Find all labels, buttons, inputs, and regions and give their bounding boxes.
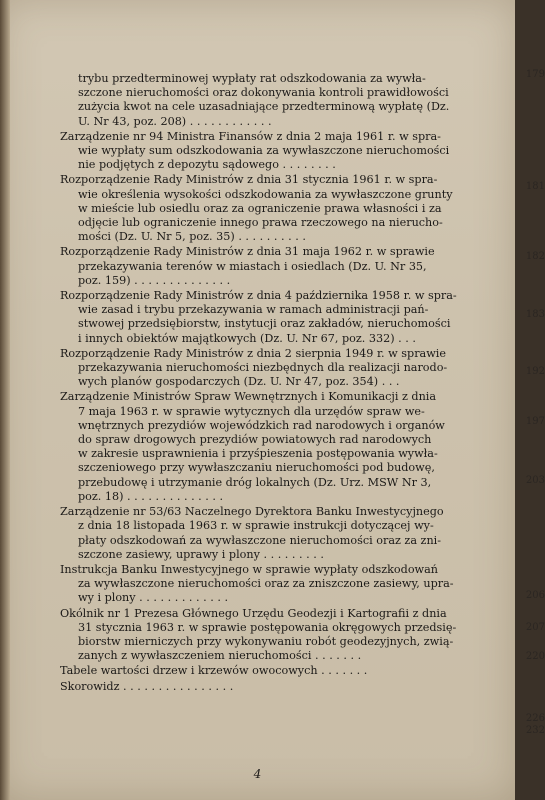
toc-page-ref: 220 <box>525 651 545 662</box>
toc-entry <box>60 289 460 346</box>
toc-entry-line: zanych z wywłaszczeniem nieruchomości . . . . . . . <box>78 649 362 663</box>
toc-entry <box>60 130 460 173</box>
toc-entry-line: do spraw drogowych prezydiów powiatowych rad narodowych <box>78 433 432 447</box>
toc-entry-line: nie podjętych z depozytu sądowego . . . . . . . . <box>78 158 336 172</box>
toc-page-ref: 226 <box>525 713 545 724</box>
toc-entry-line: szczone zasiewy, uprawy i plony . . . . . . . . . <box>78 547 324 561</box>
toc-page-ref: 197 <box>525 416 545 427</box>
toc-entry-line: z dnia 18 listopada 1963 r. w sprawie instrukcji dotyczącej wy- <box>78 519 434 533</box>
toc-entry-line: przebudowę i utrzymanie dróg lokalnych (Dz. Urz. MSW Nr 3, <box>78 475 432 489</box>
toc-entry-line: Zarządzenie nr 94 Ministra Finansów z dnia 2 maja 1961 r. w spra- <box>60 129 441 143</box>
toc-entry-line: szczeniowego przy wywłaszczaniu nieruchomości pod budowę, <box>78 461 435 475</box>
toc-page-ref: 206 <box>525 590 545 601</box>
toc-entry-line: odjęcie lub ograniczenie innego prawa rzeczowego na nierucho- <box>78 216 443 230</box>
table-of-contents <box>60 69 545 736</box>
toc-entry-line: Instrukcja Banku Inwestycyjnego w sprawie wypłaty odszkodowań <box>60 562 439 576</box>
toc-entry <box>60 680 460 694</box>
toc-entry-line: 31 stycznia 1963 r. w sprawie postępowania okręgowych przedsię- <box>78 620 457 634</box>
toc-entry <box>60 664 460 678</box>
toc-entry-line: w zakresie usprawnienia i przyśpieszenia postępowania wywła- <box>78 447 438 461</box>
toc-entry-line: stwowej przedsiębiorstw, instytucji oraz zakładów, nieruchomości <box>78 317 451 331</box>
toc-page-ref: 179 <box>525 69 545 80</box>
toc-entry-line: za wywłaszczone nieruchomości oraz za zniszczone zasiewy, upra- <box>78 577 454 591</box>
toc-page-ref: 203 <box>525 475 545 486</box>
toc-entry <box>60 245 460 288</box>
toc-entry-line: Rozporządzenie Rady Ministrów z dnia 31 maja 1962 r. w sprawie <box>60 245 435 259</box>
toc-page-ref: 183 <box>525 309 545 320</box>
toc-entry-line: Zarządzenie nr 53/63 Naczelnego Dyrektora Banku Inwestycyjnego <box>60 505 444 519</box>
page-edge-shadow <box>0 0 10 800</box>
toc-page-ref: 181 <box>525 181 545 192</box>
toc-entry-line: w mieście lub osiedlu oraz za ograniczenie prawa własności i za <box>78 201 442 215</box>
toc-entry-line: poz. 18) . . . . . . . . . . . . . . <box>78 489 224 503</box>
toc-entry-line: Tabele wartości drzew i krzewów owocowych . . . . . . . <box>60 664 368 678</box>
toc-entry-line: wych planów gospodarczych (Dz. U. Nr 47, poz. 354) . . . <box>78 375 400 389</box>
toc-entry-line: i innych obiektów majątkowych (Dz. U. Nr 67, poz. 332) . . . <box>78 331 416 345</box>
toc-entry-line: Zarządzenie Ministrów Spraw Wewnętrznych i Komunikacji z dnia <box>60 390 437 404</box>
toc-entry-line: wy i plony . . . . . . . . . . . . . <box>78 591 229 605</box>
toc-entry-line: Okólnik nr 1 Prezesa Głównego Urzędu Geodezji i Kartografii z dnia <box>60 606 447 620</box>
toc-entry <box>60 563 460 606</box>
toc-entry-line: przekazywania terenów w miastach i osiedlach (Dz. U. Nr 35, <box>78 259 427 273</box>
toc-entry <box>60 173 460 244</box>
toc-entry-line: wie wypłaty sum odszkodowania za wywłaszczone nieruchomości <box>78 144 450 158</box>
toc-entry <box>60 505 460 562</box>
toc-entry-line: wie określenia wysokości odszkodowania za wywłaszczone grunty <box>78 187 453 201</box>
toc-page-ref: 182 <box>525 251 545 262</box>
toc-entry-line: mości (Dz. U. Nr 5, poz. 35) . . . . . . . . . . <box>78 230 306 244</box>
toc-entry <box>60 607 460 664</box>
page-number: 4 <box>253 767 262 781</box>
toc-entry-line: wnętrznych prezydiów wojewódzkich rad narodowych i organów <box>78 418 445 432</box>
toc-entry-line: wie zasad i trybu przekazywania w ramach administracji pań- <box>78 303 429 317</box>
toc-entry-line: płaty odszkodowań za wywłaszczone nieruchomości oraz za zni- <box>78 533 442 547</box>
toc-entry-line: Rozporządzenie Rady Ministrów z dnia 2 sierpnia 1949 r. w sprawie <box>60 346 446 360</box>
toc-entry <box>60 347 460 390</box>
toc-entry-line: U. Nr 43, poz. 208) . . . . . . . . . . . . <box>78 114 272 128</box>
toc-entry-line: poz. 159) . . . . . . . . . . . . . . <box>78 273 231 287</box>
toc-entry-line: 7 maja 1963 r. w sprawie wytycznych dla urzędów spraw we- <box>78 404 425 418</box>
toc-entry <box>60 72 460 129</box>
toc-page-ref: 192 <box>525 366 545 377</box>
toc-entry-line: szczone nieruchomości oraz dokonywania kontroli prawidłowości <box>78 86 449 100</box>
toc-entry-line: trybu przedterminowej wypłaty rat odszkodowania za wywła- <box>78 72 426 85</box>
toc-entry-line: przekazywania nieruchomości niezbędnych dla realizacji narodo- <box>78 361 448 375</box>
toc-entry-line: Rozporządzenie Rady Ministrów z dnia 31 stycznia 1961 r. w spra- <box>60 173 438 187</box>
toc-entry-line: Skorowidz . . . . . . . . . . . . . . . . <box>60 679 234 693</box>
toc-page-ref: 232 <box>525 725 545 736</box>
toc-page-ref: 207 <box>525 622 545 633</box>
toc-entry-line: zużycia kwot na cele uzasadniające przedterminową wypłatę (Dz. <box>78 100 450 114</box>
toc-entry-line: biorstw mierniczych przy wykonywaniu robót geodezyjnych, zwią- <box>78 634 454 648</box>
toc-entry <box>60 390 460 504</box>
toc-entry-line: Rozporządzenie Rady Ministrów z dnia 4 października 1958 r. w spra- <box>60 289 457 303</box>
